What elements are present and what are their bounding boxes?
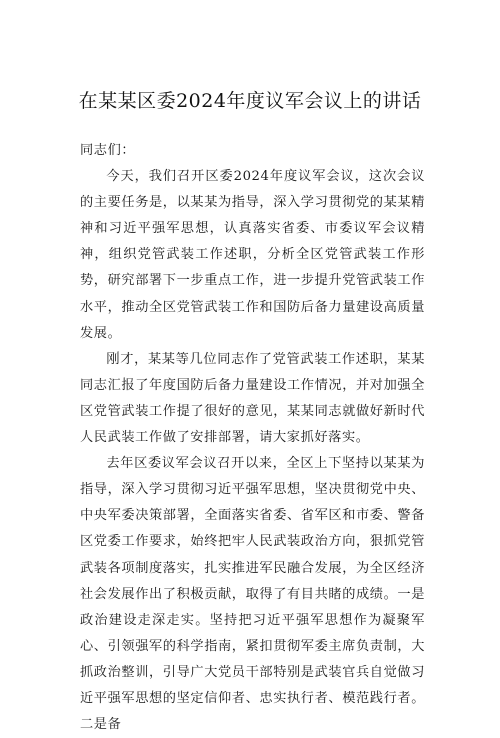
paragraph-3: 去年区委议军会议召开以来，全区上下坚持以某某为指导，深入学习贯彻习近平强军思想，坚决贯彻党中央、中央军委决策部署，全面落实省委、省军区和市委、警备区党委工作要求，始终把牢人民武装政治方向，狠抓党管武装各项制度落实，扎实推进军民融合发展，为全区经济社会发展作出了积极贡献，取得了有目共睹的成绩。一是政治建设走深走实。坚持把习近平强军思想作为凝聚军心、引领强军的科学指南，紧扣贯彻军委主席负责制，大抓政治整训，引导广大党员干部特别是武装官兵自觉做习近平强军思想的坚定信仰者、忠实执行者、模范践行者。二是备 xyxy=(80,456,425,733)
paragraph-2: 刚才，某某等几位同志作了党管武装工作述职，某某同志汇报了年度国防后备力量建设工作情况，并对加强全区党管武装工作提了很好的意见，某某同志就做好新时代人民武装工作做了安排部署，请大家抓好落实。 xyxy=(80,351,425,446)
document-body xyxy=(80,138,425,738)
salutation: 同志们： xyxy=(80,143,136,158)
paragraph-1: 今天，我们召开区委2024年度议军会议，这次会议的主要任务是，以某某为指导，深入学习贯彻党的某某精神和习近平强军思想，认真落实省委、市委议军会议精神，组织党管武装工作述职，分析全区党管武装工作形势，研究部署下一步重点工作，进一步提升党管武装工作水平，推动全区党管武装工作和国防后备力量建设高质量发展。 xyxy=(80,169,425,341)
document-title: 在某某区委2024年度议军会议上的讲话 xyxy=(78,90,422,112)
